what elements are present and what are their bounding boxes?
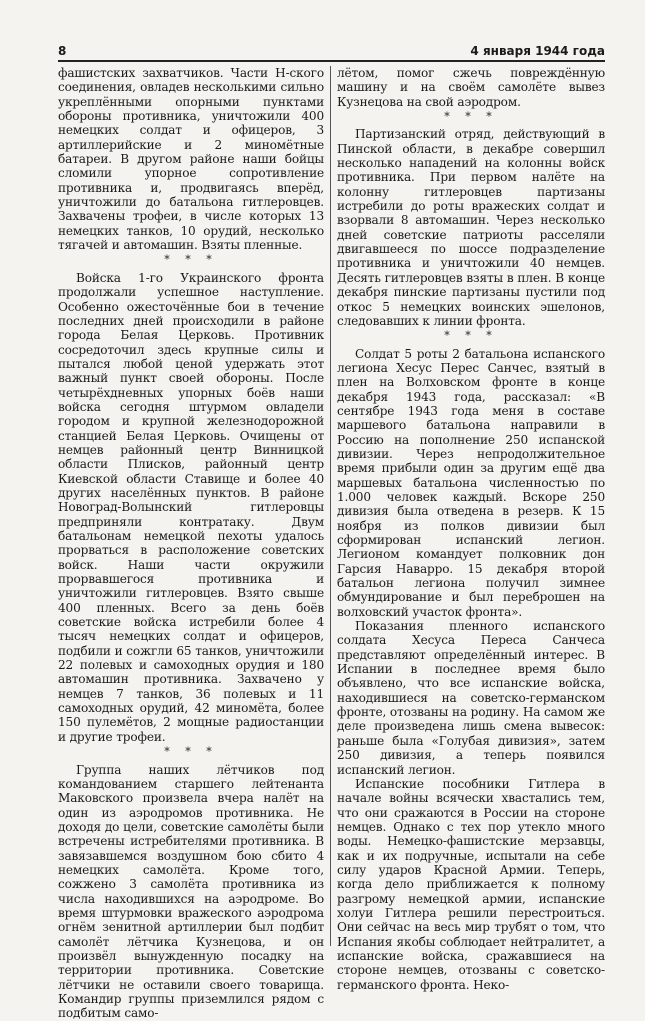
- article-paragraph: Группа наших лётчиков под командованием старшего лейтенанта Маковского произвела вчера налёт на один из аэродромов противника. Не доходя до цели, советские самолёты были встречены истребителями противника. В завязавшемся воздушном бою сбито 4 немецких самолёта. Кроме того, сожжено 3 самолёта противника из числа находившихся на аэродроме. Во время штурмовки вражеского аэродрома огнём зенитной артиллерии был подбит самолёт лётчика Кузнецова, и он произвёл вынужденную посадку на территории противника. Советские лётчики не оставили своего товарища. Командир группы приземлился рядом с подбитым само-: [58, 762, 324, 1021]
- left-column: [58, 66, 331, 1021]
- issue-date: 4 января 1944 года: [470, 44, 605, 58]
- article-paragraph: Партизанский отряд, действующий в Пинской области, в декабре совершил несколько нападений на колонны войск противника. При первом налёте на колонну гитлеровцев партизаны истребили до роты вражеских солдат и взорвали 8 автомашин. Через несколько дней советские патриоты расселяли двигавшееся по шоссе подразделение противника и уничтожили 40 немцев. Десять гитлеровцев взяты в плен. В конце декабря пинские партизаны пустили под откос 5 немецких воинских эшелонов, следовавших к линии фронта.: [337, 127, 605, 328]
- section-separator: * * *: [164, 253, 218, 267]
- article-paragraph: Показания пленного испанского солдата Хесуса Переса Санчеса представляют определённый интерес. В Испании в последнее время было объявлено, что все испанские войска, находившиеся на советско-германском фронте, отозваны на родину. На самом же деле произведена лишь смена вывесок: раньше была «Голубая дивизия», затем 250 дивизия, а теперь появился испанский легион.: [337, 619, 605, 777]
- header-rule: [58, 60, 605, 62]
- page-number: 8: [58, 44, 67, 58]
- section-separator: * * *: [164, 745, 218, 759]
- article-paragraph: Войска 1-го Украинского фронта продолжали успешное наступление. Особенно ожесточённые бои в течение последних дней происходили в районе города Белая Церковь. Противник сосредоточил здесь крупные силы и пытался любой ценой удержать этот важный пункт своей обороны. После четырёхдневных упорных боёв наши войска сегодня штурмом овладели городом и крупной железнодорожной станцией Белая Церковь. Очищены от немцев районный центр Винницкой области Плисков, районный центр Киевской области Ставище и более 40 других населённых пунктов. В районе Новоград-Волынский гитлеровцы предприняли контратаку. Двум батальонам немецкой пехоты удалось прорваться в расположение советских войск. Наши части окружили прорвавшегося противника и уничтожили гитлеровцев. Взято свыше 400 пленных. Всего за день боёв советские войска истребили более 4 тысяч немецких солдат и офицеров, подбили и сожгли 65 танков, уничтожили 22 полевых и самоходных орудия и 180 автомашин противника. Захвачено у немцев 7 танков, 36 полевых и 11 самоходных орудий, 42 миномёта, более 150 пулемётов, 2 мощные радиостанции и другие трофеи.: [58, 270, 324, 744]
- right-column: [337, 66, 605, 992]
- section-separator: * * *: [444, 110, 498, 124]
- page-header: [58, 38, 605, 58]
- article-paragraph: Солдат 5 роты 2 батальона испанского легиона Хесус Перес Санчес, взятый в плен на Волховском фронте в конце декабря 1943 года, рассказал: «В сентябре 1943 года меня в составе маршевого батальона направили в Россию на пополнение 250 испанской дивизии. Через непродолжительное время прибыли один за другим ещё два маршевых батальона численностью по 1.000 человек каждый. Вскоре 250 дивизия была отведена в резерв. К 15 ноября из полков дивизии был сформирован испанский легион. Легионом командует полковник дон Гарсия Наварро. 15 декабря второй батальон легиона получил зимнее обмундирование и был переброшен на волховский участок фронта».: [337, 346, 605, 619]
- article-paragraph: Испанские пособники Гитлера в начале войны всячески хвастались тем, что они сражаются в России на стороне немцев. Однако с тех пор утекло много воды. Немецко-фашистские мерзавцы, как и их подручные, испытали на себе силу ударов Красной Армии. Теперь, когда дело приближается к полному разгрому немецкой армии, испанские холуи Гитлера решили перестроиться. Они сейчас на весь мир трубят о том, что Испания якобы соблюдает нейтралитет, а испанские войска, сражавшиеся на стороне немцев, отозваны с советско-германского фронта. Неко-: [337, 776, 605, 992]
- section-separator: * * *: [444, 329, 498, 343]
- article-paragraph: лётом, помог сжечь повреждённую машину и на своём самолёте вывез Кузнецова на свой аэродром.: [337, 66, 605, 109]
- article-paragraph: фашистских захватчиков. Части Н-ского соединения, овладев несколькими сильно укреплёнными опорными пунктами обороны противника, уничтожили 400 немецких солдат и офицеров, 3 артиллерийские и 2 миномётные батареи. В другом районе наши бойцы сломили упорное сопротивление противника и, продвигаясь вперёд, уничтожили до батальона гитлеровцев. Захвачены трофеи, в числе которых 13 немецких танков, 10 орудий, несколько тягачей и автомашин. Взяты пленные.: [58, 66, 324, 253]
